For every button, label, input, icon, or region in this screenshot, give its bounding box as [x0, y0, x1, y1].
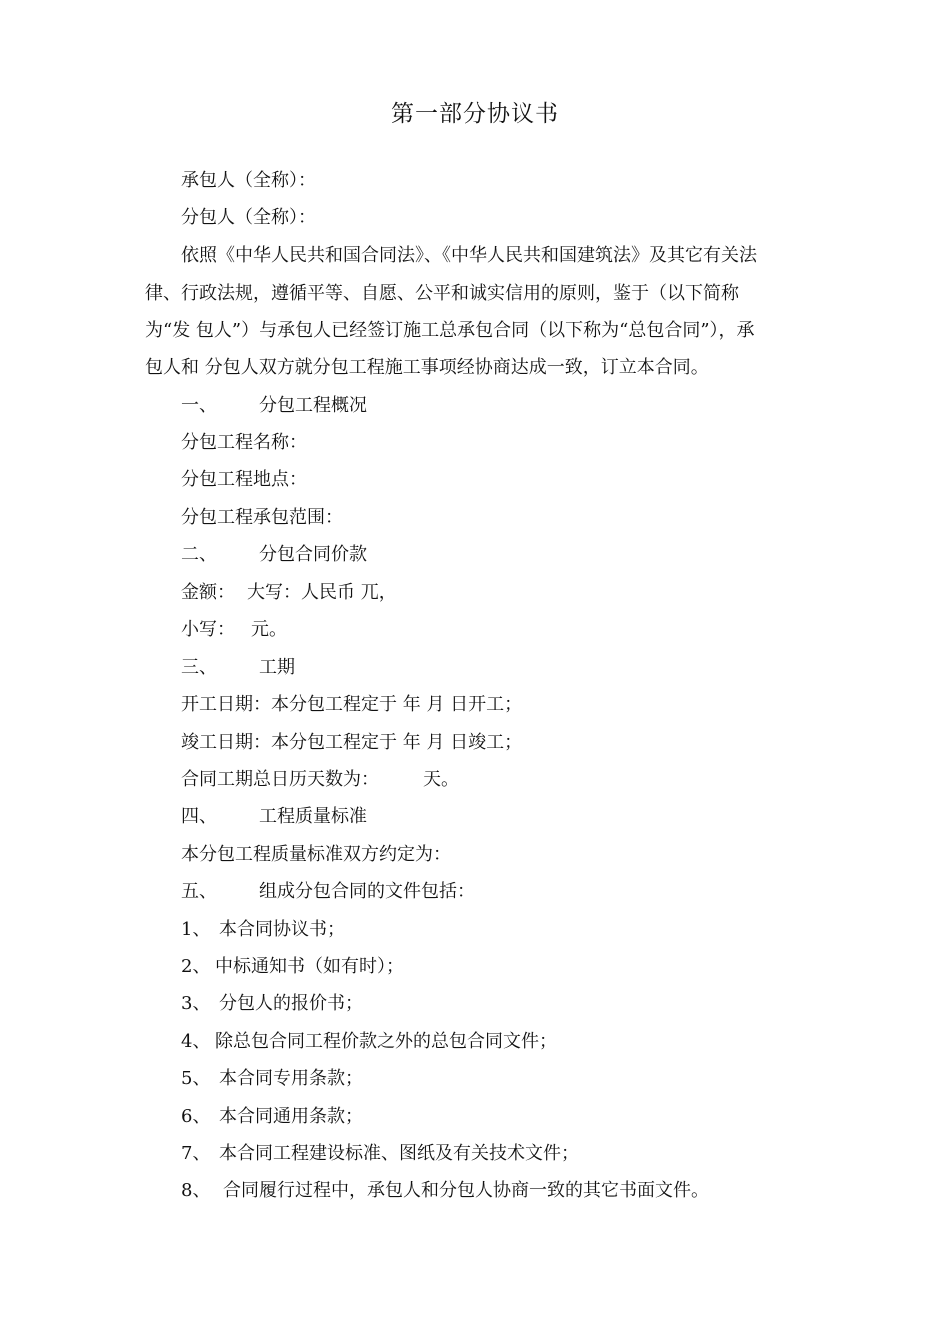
section-number: 三、 [181, 657, 217, 678]
intro-line-3: 为“发 包人”）与承包人已经签订施工总承包合同（以下称为“总包合同”），承 [145, 320, 755, 341]
intro-line-1: 依照《中华人民共和国合同法》、《中华人民共和国建筑法》及其它有关法 [181, 245, 757, 266]
list-item [181, 1029, 557, 1055]
amount-lower-line [181, 617, 287, 643]
section-1-heading [181, 393, 367, 419]
item-number: 6、 [181, 1106, 211, 1127]
section-title: 工程质量标准 [259, 806, 367, 827]
item-number: 3、 [181, 993, 211, 1014]
section-title: 工期 [259, 657, 295, 678]
amount-line [181, 580, 397, 606]
item-number: 4、 [181, 1031, 211, 1052]
total-days-line [181, 767, 459, 793]
item-text: 合同履行过程中，承包人和分包人协商一致的其它书面文件。 [223, 1180, 709, 1201]
project-location-label: 分包工程地点： [181, 469, 307, 490]
item-number: 2、 [181, 956, 211, 977]
section-number: 二、 [181, 544, 217, 565]
section-title: 组成分包合同的文件包括： [259, 881, 475, 902]
section-number: 四、 [181, 806, 217, 827]
end-date-line: 竣工日期：本分包工程定于 年 月 日竣工； [181, 732, 523, 753]
item-text: 分包人的报价书； [219, 993, 363, 1014]
subcontractor-line: 分包人（全称）： [181, 207, 316, 228]
list-item [181, 917, 345, 943]
intro-line-4: 包人和 分包人双方就分包工程施工事项经协商达成一致，订立本合同。 [145, 357, 709, 378]
amount-lower-label: 小写： [181, 619, 235, 640]
section-4-heading [181, 804, 367, 830]
quality-standard-line: 本分包工程质量标准双方约定为： [181, 844, 451, 865]
item-text: 本合同专用条款； [219, 1068, 363, 1089]
list-item [181, 991, 363, 1017]
project-name-label: 分包工程名称： [181, 432, 307, 453]
contractor-line: 承包人（全称）： [181, 170, 316, 191]
item-text: 中标通知书（如有时）； [215, 956, 404, 977]
item-text: 本合同通用条款； [219, 1106, 363, 1127]
intro-line-2: 律、行政法规，遵循平等、自愿、公平和诚实信用的原则，鉴于（以下简称 [145, 283, 739, 304]
page-title: 第一部分协议书 [391, 101, 559, 127]
section-number: 五、 [181, 881, 217, 902]
item-number: 5、 [181, 1068, 211, 1089]
list-item [181, 1104, 363, 1130]
item-number: 1、 [181, 919, 211, 940]
section-title: 分包工程概况 [259, 395, 367, 416]
list-item [181, 1141, 579, 1167]
list-item [181, 1066, 363, 1092]
start-date-line: 开工日期：本分包工程定于 年 月 日开工； [181, 694, 523, 715]
total-days-label: 合同工期总日历天数为： [181, 769, 379, 790]
section-5-heading [181, 879, 475, 905]
section-3-heading [181, 655, 295, 681]
item-text: 本合同协议书； [219, 919, 345, 940]
project-scope-label: 分包工程承包范围： [181, 507, 343, 528]
list-item [181, 1178, 709, 1204]
section-title: 分包合同价款 [259, 544, 367, 565]
total-days-unit: 天。 [423, 769, 459, 790]
list-item [181, 954, 404, 980]
amount-upper: 大写：人民币 兀， [247, 582, 397, 603]
amount-lower-unit: 元。 [251, 619, 287, 640]
amount-label: 金额： [181, 582, 235, 603]
item-number: 8、 [181, 1180, 211, 1201]
section-number: 一、 [181, 395, 217, 416]
section-2-heading [181, 542, 367, 568]
item-number: 7、 [181, 1143, 211, 1164]
item-text: 除总包合同工程价款之外的总包合同文件； [215, 1031, 557, 1052]
item-text: 本合同工程建设标准、图纸及有关技术文件； [219, 1143, 579, 1164]
